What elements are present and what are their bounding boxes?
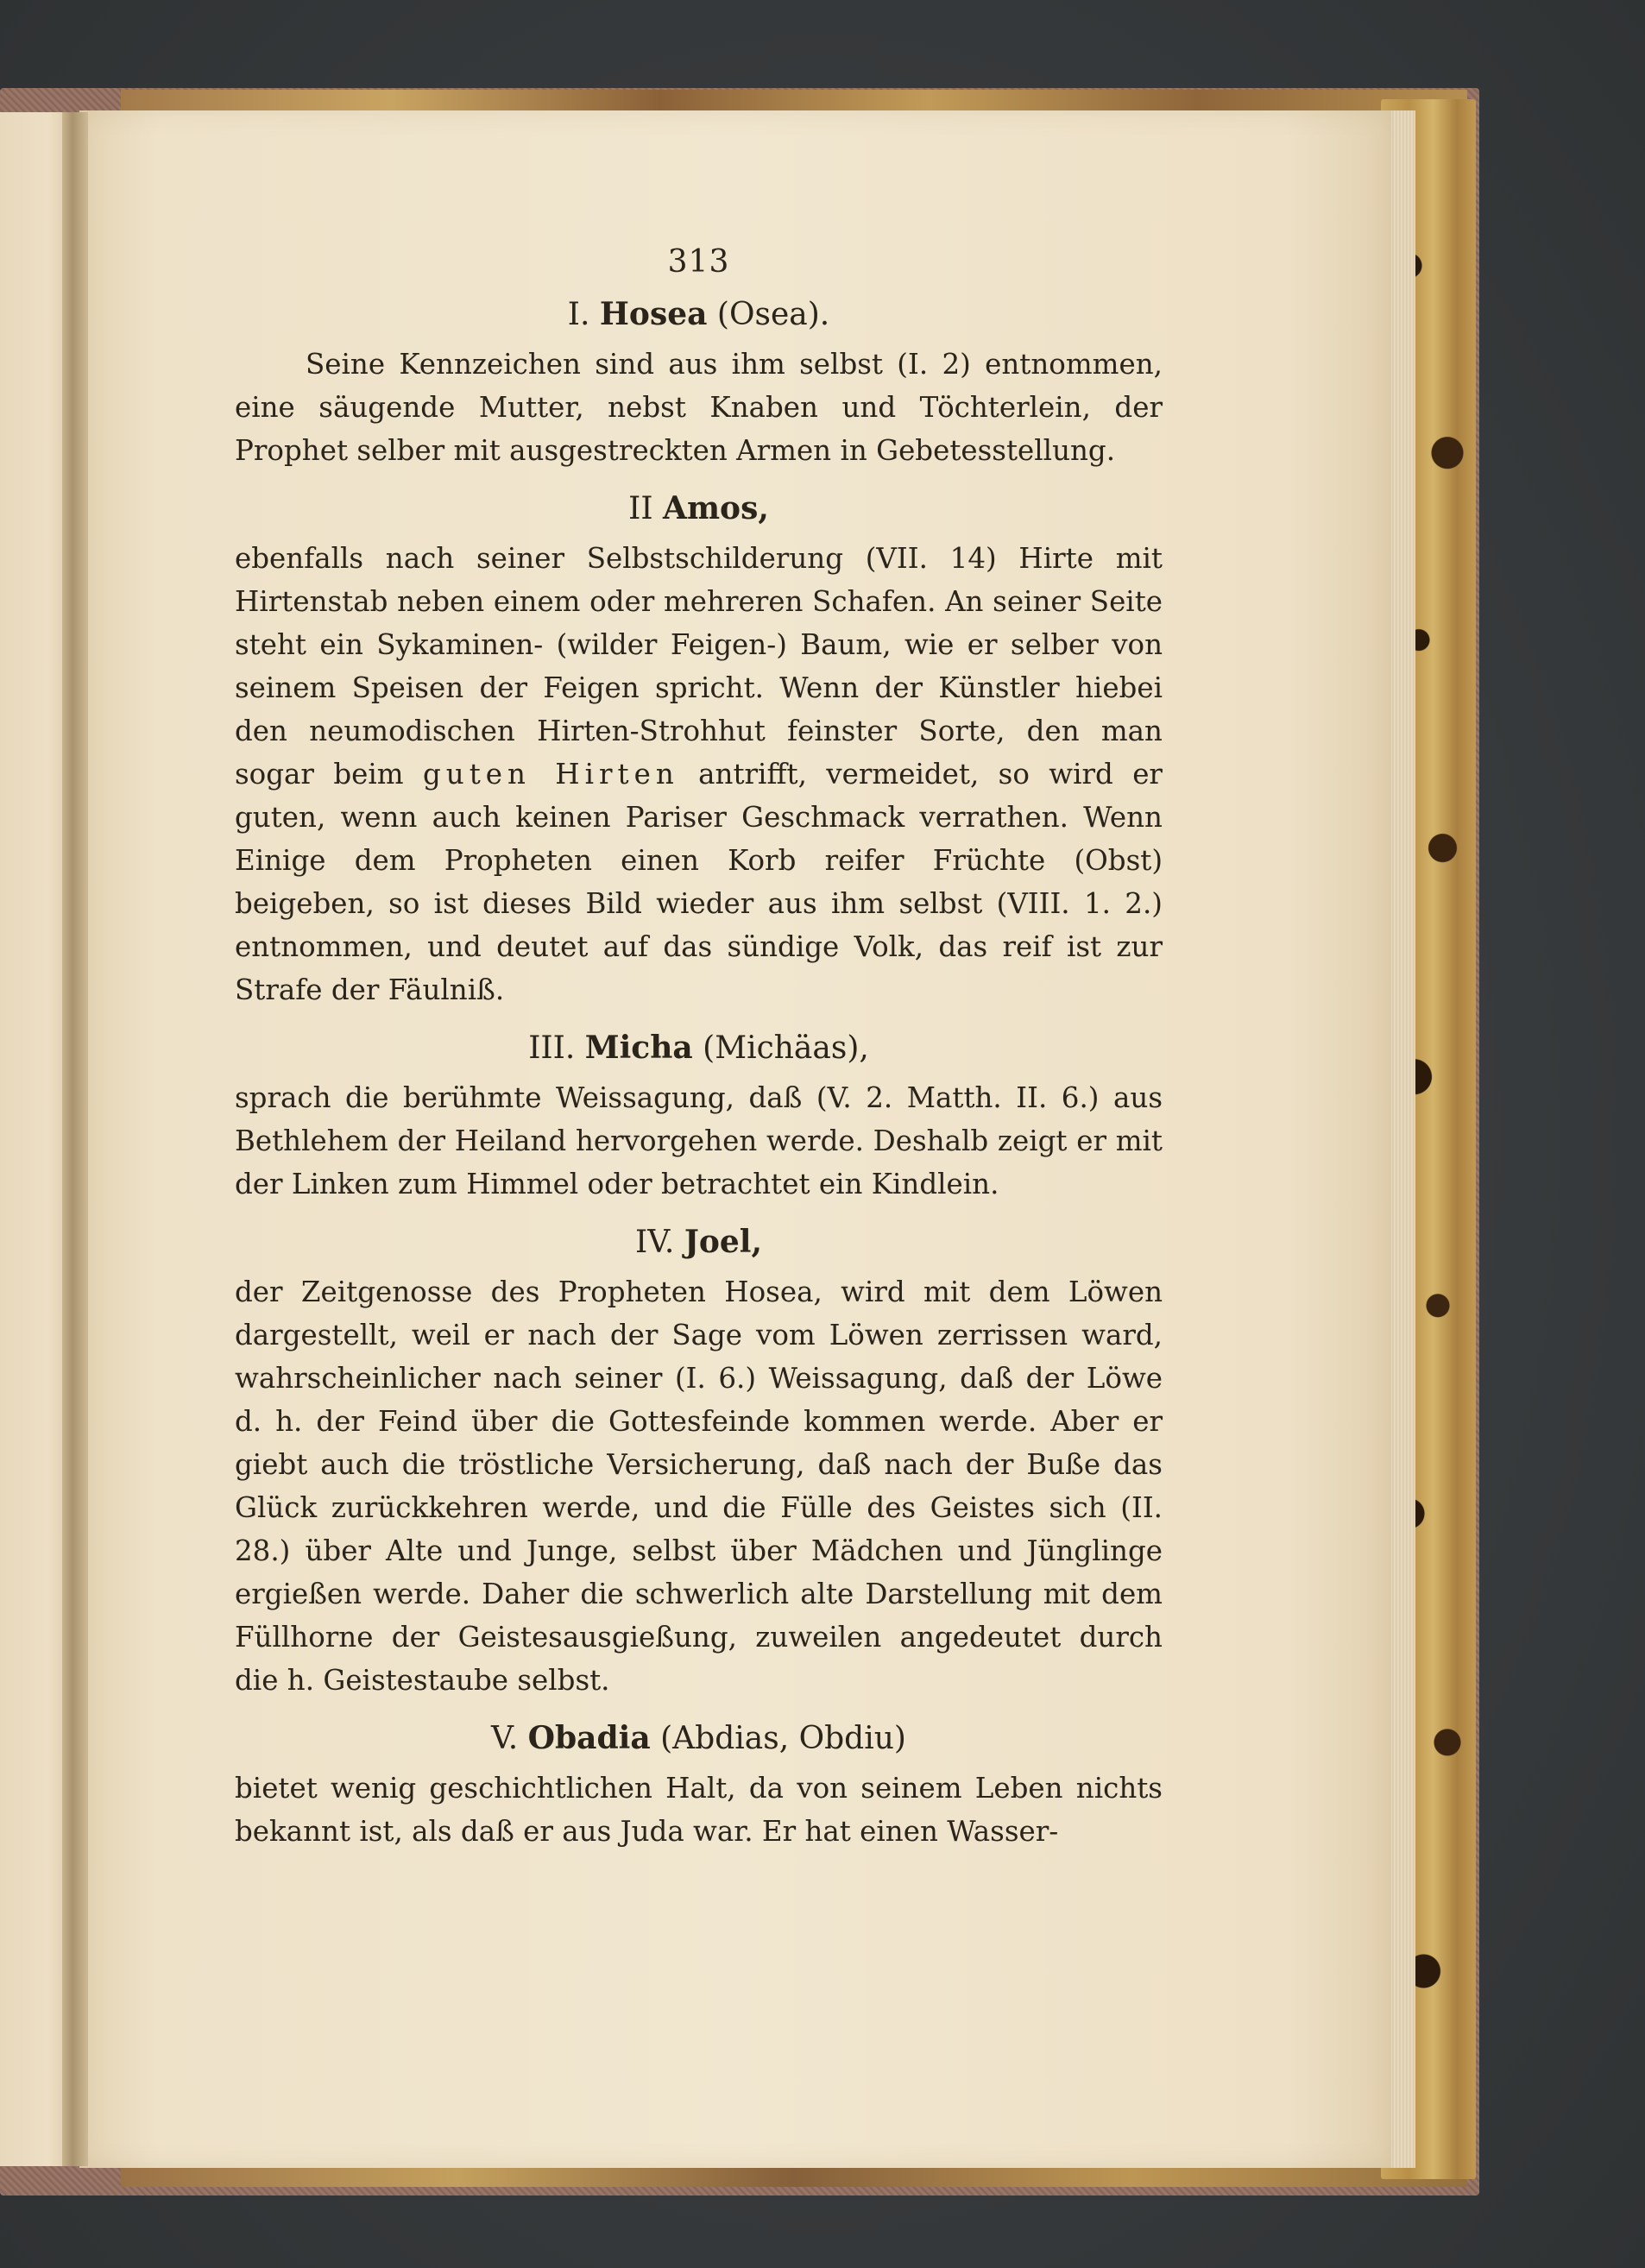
section-text-obadia: bietet wenig geschichtlichen Halt, da von seinem Leben nichts bekannt ist, als daß er aus Juda war. Er hat einen Wasser- (235, 1772, 1163, 1848)
section-name: Joel, (684, 1224, 762, 1260)
section-heading-amos (235, 490, 1163, 526)
marbled-bottom-edge (121, 2168, 1467, 2187)
section-suffix: (Osea). (716, 297, 830, 332)
book-gutter (62, 112, 88, 2166)
section-text-hosea: Seine Kennzeichen sind aus ihm selbst (I. 2) entnommen, eine säugende Mutter, nebst Knaben und Töchterlein, der Prophet selber mit ausgestreckten Armen in Gebetesstellung. (235, 348, 1163, 467)
section-text-amos (235, 537, 1163, 1011)
section-numeral: V. (491, 1721, 519, 1756)
section-name: Micha (584, 1030, 693, 1066)
page-number: 313 (667, 244, 730, 280)
text-part: ebenfalls nach seiner Selbstschilderung (VII. 14) Hirte mit Hirtenstab neben einem oder mehreren Schafen. An seiner Seite steht ein Sykaminen- (wilder Feigen-) Baum, wie er selber von seinem Speisen der Feigen spricht. Wenn der Künstler hiebei den neumodischen Hirten-Strohhut feinster Sorte, den man sogar beim (235, 542, 1163, 791)
section-heading-micha (235, 1032, 1163, 1064)
section-name: Amos, (663, 490, 769, 526)
section-suffix: (Michäas), (703, 1030, 869, 1066)
section-suffix: (Abdias, Obdiu) (660, 1721, 906, 1756)
emphasized-text: guten Hirten (422, 758, 679, 791)
section-text-joel: der Zeitgenosse des Propheten Hosea, wird mit dem Löwen dargestellt, weil er nach der Sage vom Löwen zerrissen ward, wahrscheinlicher nach seiner (I. 6.) Weissagung, daß der Löwe d. h. der Feind über die Gottesfeinde kommen werde. Aber er giebt auch die tröstliche Versicherung, daß nach der Buße das Glück zurückkehren werde, und die Fülle des Geistes sich (II. 28.) über Alte und Junge, selbst über Mädchen und Jünglinge ergießen werde. Daher die schwerlich alte Darstellung mit dem Füllhorne der Geistesausgießung, zuweilen angedeutet durch die h. Geistestaube selbst. (235, 1276, 1163, 1697)
section-text-micha: sprach die berühmte Weissagung, daß (V. 2. Matth. II. 6.) aus Bethlehem der Heiland hervorgehen werde. Deshalb zeigt er mit der Linken zum Himmel oder betrachtet ein Kindlein. (235, 1081, 1163, 1200)
section-numeral: I. (567, 297, 590, 332)
marbled-top-edge (121, 90, 1467, 112)
section-name: Hosea (599, 296, 708, 332)
section-numeral: IV. (635, 1225, 675, 1260)
section-numeral: II (628, 491, 653, 526)
page-text-block (235, 231, 1163, 1853)
section-numeral: III. (528, 1030, 576, 1066)
section-heading-hosea (235, 296, 1163, 332)
text-part: antrifft, vermeidet, so wird er guten, wenn auch keinen Pariser Geschmack verrathen. Wenn Einige dem Propheten einen Korb reifer Früchte (Obst) beigeben, so ist dieses Bild wieder aus ihm selbst (VIII. 1. 2.) entnommen, und deutet auf das sündige Volk, das reif ist zur Strafe der Fäulniß. (235, 758, 1163, 1006)
section-heading-joel (235, 1226, 1163, 1258)
section-heading-obadia (235, 1720, 1163, 1756)
section-name: Obadia (527, 1720, 651, 1756)
